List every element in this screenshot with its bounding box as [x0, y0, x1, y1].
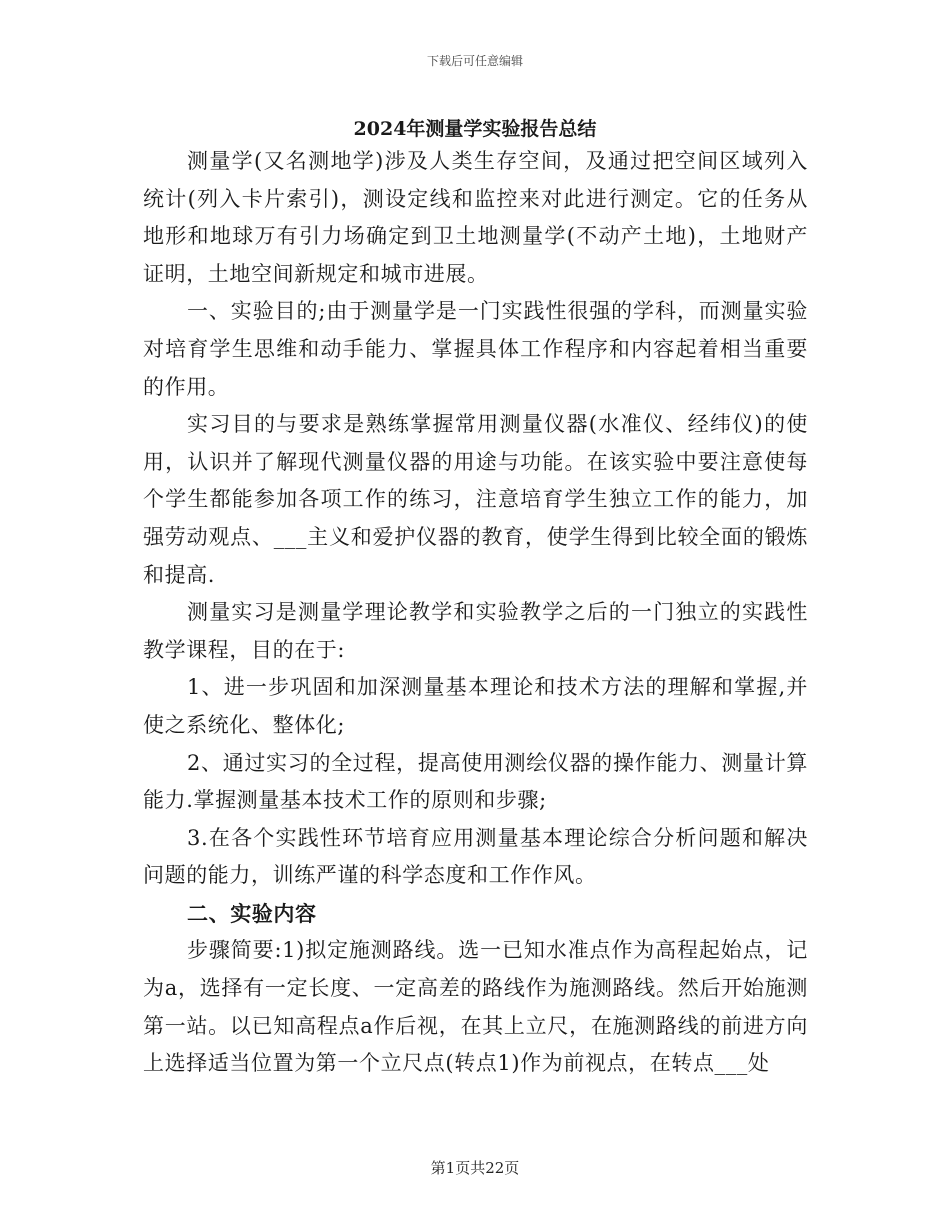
- section-heading-content: 二、实验内容: [187, 900, 317, 926]
- page-header-note: 下载后可任意编辑: [426, 54, 523, 68]
- paragraph-requirements: 实习目的与要求是熟练掌握常用测量仪器(水准仪、经纬仪)的使用，认识并了解现代测量仪器的用途与功能。在该实验中要注意使每个学生都能参加各项工作的练习，注意培育学生独立工作的能力，加强劳动观点、___主义和爱护仪器的教育，使学生得到比较全面的锻炼和提高.: [143, 412, 808, 587]
- page-number: 第1页共22页: [430, 1159, 520, 1177]
- list-item-1: 1、进一步巩固和加深测量基本理论和技术方法的理解和掌握,并使之系统化、整体化;: [143, 675, 808, 737]
- paragraph-purpose: 一、实验目的;由于测量学是一门实践性很强的学科，而测量实验对培育学生思维和动手能力、掌握具体工作程序和内容起着相当重要的作用。: [143, 299, 808, 399]
- document-title: 2024年测量学实验报告总结: [353, 118, 597, 140]
- document-body: [143, 143, 808, 1083]
- paragraph-practice-goal: 测量实习是测量学理论教学和实验教学之后的一门独立的实践性教学课程，目的在于:: [143, 600, 808, 662]
- list-item-3: 3.在各个实践性环节培育应用测量基本理论综合分析问题和解决问题的能力，训练严谨的科学态度和工作作风。: [143, 825, 808, 888]
- paragraph-steps: 步骤简要:1)拟定施测路线。选一已知水准点作为高程起始点，记为a，选择有一定长度、一定高差的路线作为施测路线。然后开始施测第一站。以已知高程点a作后视，在其上立尺，在施测路线的前进方向上选择适当位置为第一个立尺点(转点1)作为前视点，在转点___处: [143, 938, 808, 1076]
- paragraph-intro: 测量学(又名测地学)涉及人类生存空间，及通过把空间区域列入统计(列入卡片索引)，测设定线和监控来对此进行测定。它的任务从地形和地球万有引力场确定到卫土地测量学(不动产土地)，土地财产证明，土地空间新规定和城市进展。: [143, 149, 808, 286]
- list-item-2: 2、通过实习的全过程，提高使用测绘仪器的操作能力、测量计算能力.掌握测量基本技术工作的原则和步骤;: [143, 750, 808, 813]
